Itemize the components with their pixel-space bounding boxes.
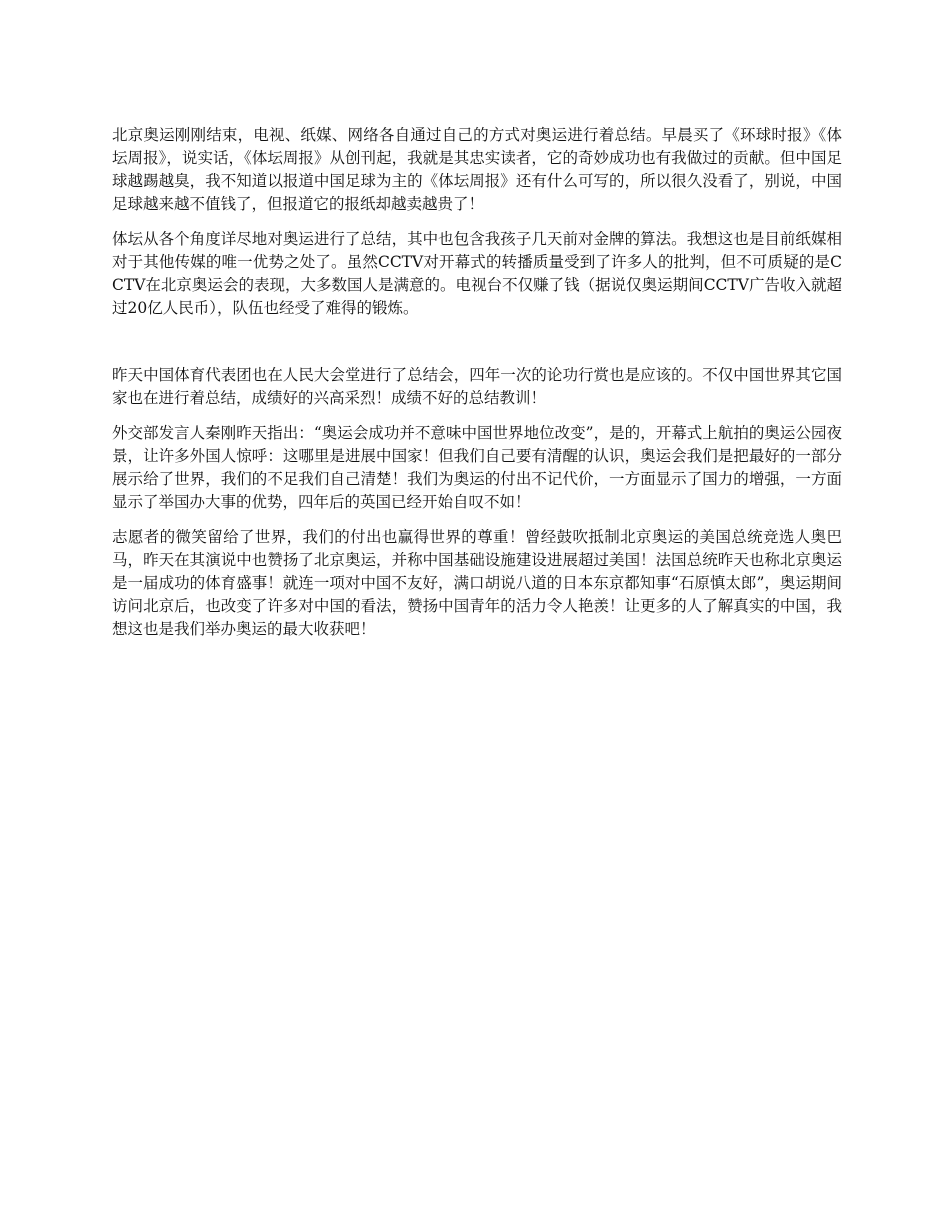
paragraph-2: 体坛从各个角度详尽地对奥运进行了总结，其中也包含我孩子几天前对金牌的算法。我想这也是目前纸媒相对于其他传媒的唯一优势之处了。虽然CCTV对开幕式的转播质量受到了许多人的批判，但不可质疑的是CCTV在北京奥运会的表现，大多数国人是满意的。电视台不仅赚了钱（据说仅奥运期间CCTV广告收入就超过20亿人民币），队伍也经受了难得的锻炼。	[112, 230, 842, 317]
paragraph-gap	[112, 332, 842, 364]
paragraph-4: 外交部发言人秦刚昨天指出：“奥运会成功并不意味中国世界地位改变”，是的，开幕式上航拍的奥运公园夜景，让许多外国人惊呼：这哪里是进展中国家！但我们自己要有清醒的认识，奥运会我们是把最好的一部分展示给了世界，我们的不足我们自己清楚！我们为奥运的付出不记代价，一方面显示了国力的增强，一方面显示了举国办大事的优势，四年后的英国已经开始自叹不如！	[112, 424, 842, 511]
paragraph-5: 志愿者的微笑留给了世界，我们的付出也赢得世界的尊重！曾经鼓吹抵制北京奥运的美国总统竞选人奥巴马，昨天在其演说中也赞扬了北京奥运，并称中国基础设施建设进展超过美国！法国总统昨天也称北京奥运是一届成功的体育盛事！就连一项对中国不友好，满口胡说八道的日本东京都知事“石原慎太郎”，奥运期间访问北京后，也改变了许多对中国的看法，赞扬中国青年的活力令人艳羡！让更多的人了解真实的中国，我想这也是我们举办奥运的最大收获吧！	[112, 528, 842, 638]
paragraph-3: 昨天中国体育代表团也在人民大会堂进行了总结会，四年一次的论功行赏也是应该的。不仅中国世界其它国家也在进行着总结，成绩好的兴高采烈！成绩不好的总结教训！	[112, 366, 842, 407]
paragraph-1: 北京奥运刚刚结束，电视、纸媒、网络各自通过自己的方式对奥运进行着总结。早晨买了《环球时报》《体坛周报》，说实话，《体坛周报》从创刊起，我就是其忠实读者，它的奇妙成功也有我做过的贡献。但中国足球越踢越臭，我不知道以报道中国足球为主的《体坛周报》还有什么可写的，所以很久没看了，别说，中国足球越来越不值钱了，但报道它的报纸却越卖越贵了！	[112, 126, 842, 213]
article-body	[112, 124, 842, 653]
